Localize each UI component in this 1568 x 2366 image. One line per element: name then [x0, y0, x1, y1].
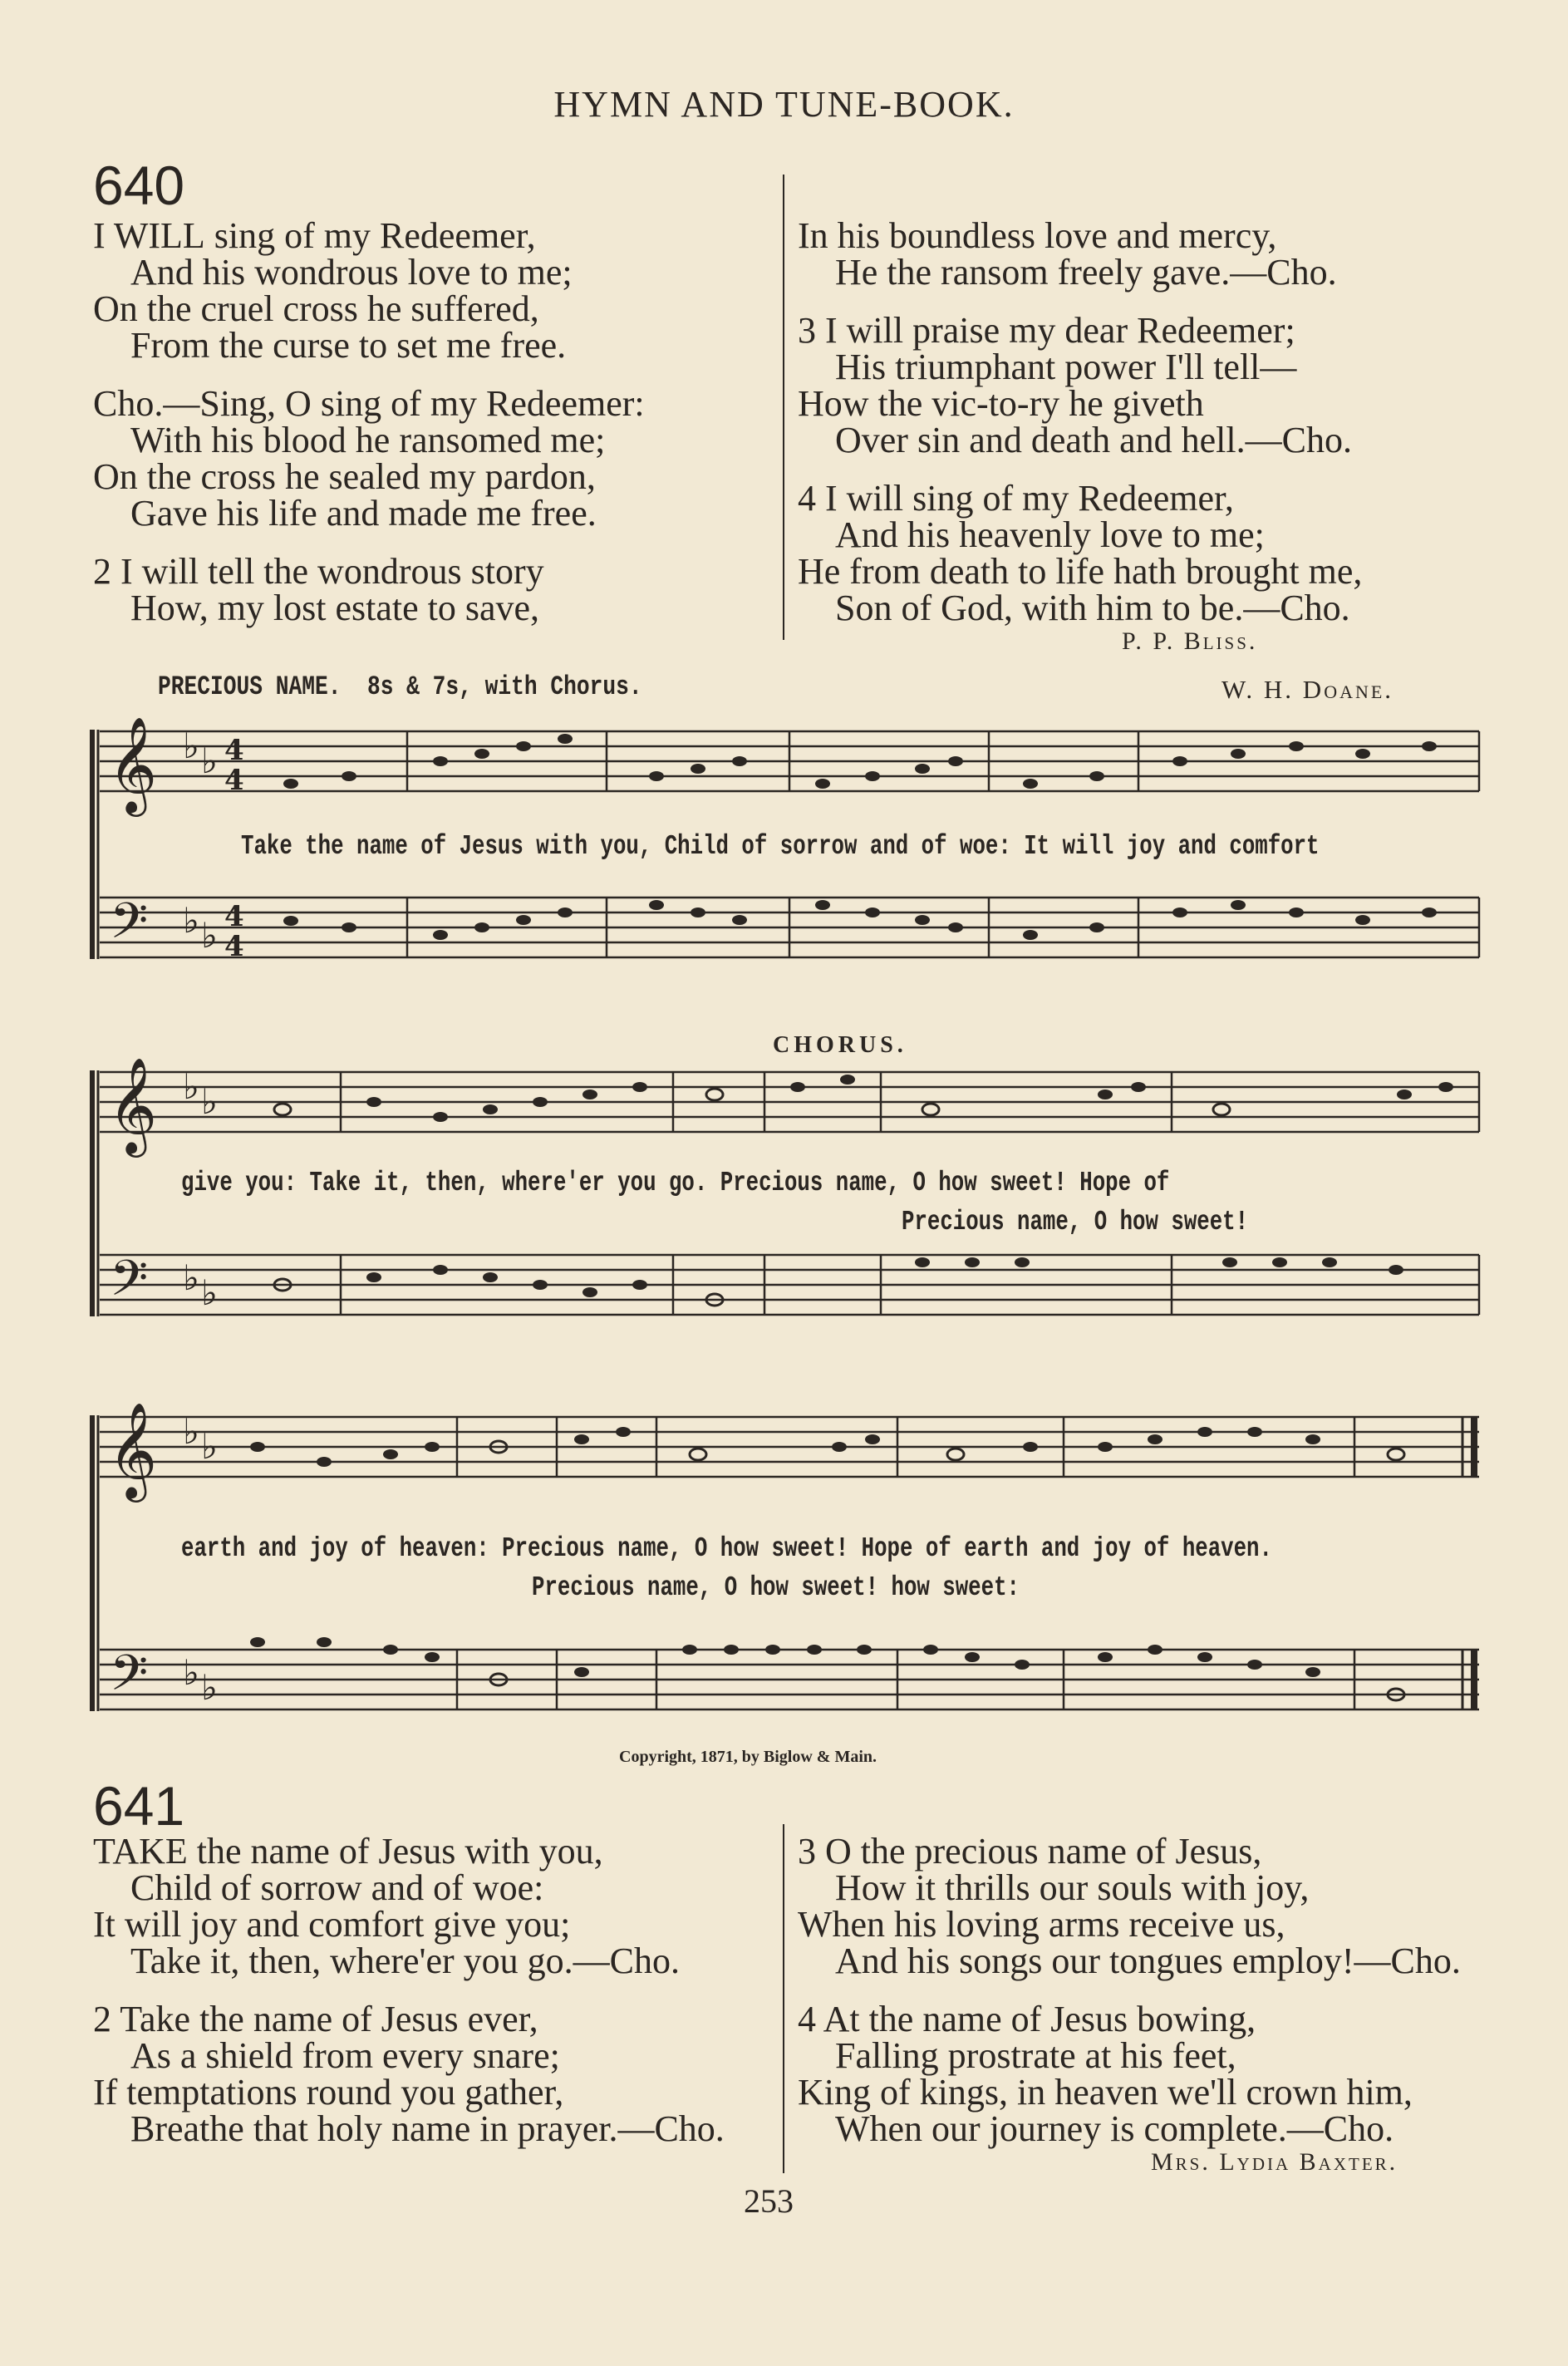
- verse-line: 2 I will tell the wondrous story: [93, 551, 544, 592]
- system-brace: [92, 1070, 98, 1316]
- verse-line: 3 I will praise my dear Redeemer;: [798, 310, 1295, 351]
- column-divider: [783, 1824, 784, 2173]
- music-system-1: [91, 715, 1487, 1047]
- bass-staff: [100, 1255, 1479, 1315]
- chorus-line: Cho.—Sing, O sing of my Redeemer:: [93, 383, 645, 424]
- verse-line: I WILL sing of my Redeemer,: [93, 215, 536, 256]
- bass-staff: [100, 1650, 1479, 1709]
- hymn-641-author: Mrs. Lydia Baxter.: [1151, 2148, 1398, 2176]
- verse-line: 3 O the precious name of Jesus,: [798, 1831, 1262, 1872]
- chorus-line: On the cross he sealed my pardon,: [93, 456, 596, 497]
- verse-line: How the vic-to-ry he giveth: [798, 383, 1204, 424]
- treble-clef-icon: 𝄞: [108, 1056, 158, 1153]
- svg-text:4: 4: [224, 900, 244, 933]
- verse-line: It will joy and comfort give you;: [93, 1904, 571, 1945]
- verse-line: 4 At the name of Jesus bowing,: [798, 1999, 1256, 2039]
- svg-text:4: 4: [224, 930, 244, 963]
- hymn-640-left-column: [93, 215, 645, 628]
- drop-word: I WILL: [93, 215, 205, 256]
- svg-text:4: 4: [224, 734, 244, 767]
- lyrics-line-3b: Precious name, O how sweet! how sweet:: [532, 1572, 1020, 1603]
- page-number: 253: [744, 2182, 794, 2220]
- verse-line: And his wondrous love to me;: [130, 252, 573, 293]
- verse-line: Take it, then, where'er you go.—Cho.: [130, 1941, 681, 1981]
- key-signature-flats: [183, 726, 218, 956]
- verse-line: When his loving arms receive us,: [798, 1904, 1285, 1945]
- verse-line: Over sin and death and hell.—Cho.: [835, 420, 1352, 460]
- verse-line: 4 I will sing of my Redeemer,: [798, 478, 1234, 519]
- svg-text:♭: ♭: [183, 1257, 199, 1298]
- column-divider: [783, 175, 784, 640]
- treble-staff: [100, 1417, 1479, 1477]
- music-system-2: [91, 1055, 1487, 1355]
- verse-line: He from death to life hath brought me,: [798, 551, 1363, 592]
- hymn-number-641: 641: [93, 1775, 185, 1837]
- svg-text:♭: ♭: [201, 1426, 218, 1467]
- verse-line: In his boundless love and mercy,: [798, 215, 1277, 256]
- hymn-number-640: 640: [93, 155, 185, 216]
- svg-text:♭: ♭: [201, 740, 218, 781]
- treble-clef-icon: 𝄞: [108, 716, 158, 813]
- svg-text:♭: ♭: [183, 726, 199, 766]
- tune-name: PRECIOUS NAME. 8s & 7s, with Chorus.: [158, 671, 642, 702]
- bass-clef-icon: 𝄢: [110, 1644, 149, 1714]
- hymn-640-author: P. P. Bliss.: [1122, 627, 1258, 655]
- verse-line: Falling prostrate at his feet,: [835, 2035, 1236, 2076]
- copyright-notice: Copyright, 1871, by Biglow & Main.: [619, 1748, 877, 1766]
- tune-composer: W. H. Doane.: [1221, 675, 1394, 704]
- verse-line: Child of sorrow and of woe:: [130, 1867, 544, 1908]
- verse-line: Breathe that holy name in prayer.—Cho.: [130, 2108, 725, 2149]
- lyrics-line-1: Take the name of Jesus with you, Child of sorrow and of woe: It will joy and comfort: [241, 831, 1320, 862]
- verse-line: On the cruel cross he suffered,: [93, 288, 539, 329]
- verse-line: From the curse to set me free.: [130, 325, 567, 366]
- svg-text:♭: ♭: [201, 1272, 218, 1313]
- treble-staff: [100, 1072, 1479, 1132]
- verse-line: He the ransom freely gave.—Cho.: [835, 252, 1337, 293]
- svg-text:♭: ♭: [183, 900, 199, 941]
- lyrics-line-2a: give you: Take it, then, where'er you go. Precious name, O how sweet! Hope of: [181, 1168, 1170, 1198]
- lyrics-line-2b: Precious name, O how sweet!: [902, 1207, 1249, 1237]
- verse-line: 2 Take the name of Jesus ever,: [93, 1999, 538, 2039]
- verse-line: King of kings, in heaven we'll crown him,: [798, 2072, 1413, 2113]
- running-head: HYMN AND TUNE-BOOK.: [553, 84, 1015, 125]
- svg-text:♭: ♭: [183, 1652, 199, 1693]
- verse-line: His triumphant power I'll tell—: [835, 347, 1297, 387]
- svg-text:♭: ♭: [183, 1066, 199, 1107]
- verse-line: And his songs our tongues employ!—Cho.: [835, 1941, 1461, 1981]
- drop-word: TAKE: [93, 1831, 188, 1872]
- hymn-641-left-column: [93, 1833, 725, 2147]
- verse-line: And his heavenly love to me;: [835, 514, 1265, 555]
- verse-line: When our journey is complete.—Cho.: [835, 2108, 1394, 2149]
- hymn-640-right-column: [798, 215, 1363, 628]
- verse-line: How, my lost estate to save,: [130, 588, 540, 628]
- verse-line: Son of God, with him to be.—Cho.: [835, 588, 1350, 628]
- svg-text:4: 4: [224, 764, 244, 797]
- verse-line: TAKE the name of Jesus with you,: [93, 1831, 603, 1872]
- chorus-line: Gave his life and made me free.: [130, 493, 597, 534]
- system-brace: [92, 1415, 98, 1711]
- svg-text:♭: ♭: [201, 1081, 218, 1122]
- hymn-641-right-column: [798, 1833, 1461, 2147]
- verse-line: As a shield from every snare;: [130, 2035, 560, 2076]
- verse-line: If temptations round you gather,: [93, 2072, 564, 2113]
- svg-text:♭: ♭: [183, 1411, 199, 1452]
- chorus-line: With his blood he ransomed me;: [130, 420, 606, 460]
- system-brace: [92, 730, 98, 959]
- svg-text:♭: ♭: [201, 915, 218, 956]
- lyrics-line-3a: earth and joy of heaven: Precious name, O how sweet! Hope of earth and joy of heaven.: [181, 1533, 1272, 1564]
- treble-clef-icon: 𝄞: [108, 1401, 158, 1498]
- bass-clef-icon: 𝄢: [110, 892, 149, 962]
- svg-text:♭: ♭: [201, 1667, 218, 1708]
- verse-line: How it thrills our souls with joy,: [835, 1867, 1310, 1908]
- chorus-label: CHORUS.: [773, 1032, 907, 1058]
- bass-clef-icon: 𝄢: [110, 1249, 149, 1319]
